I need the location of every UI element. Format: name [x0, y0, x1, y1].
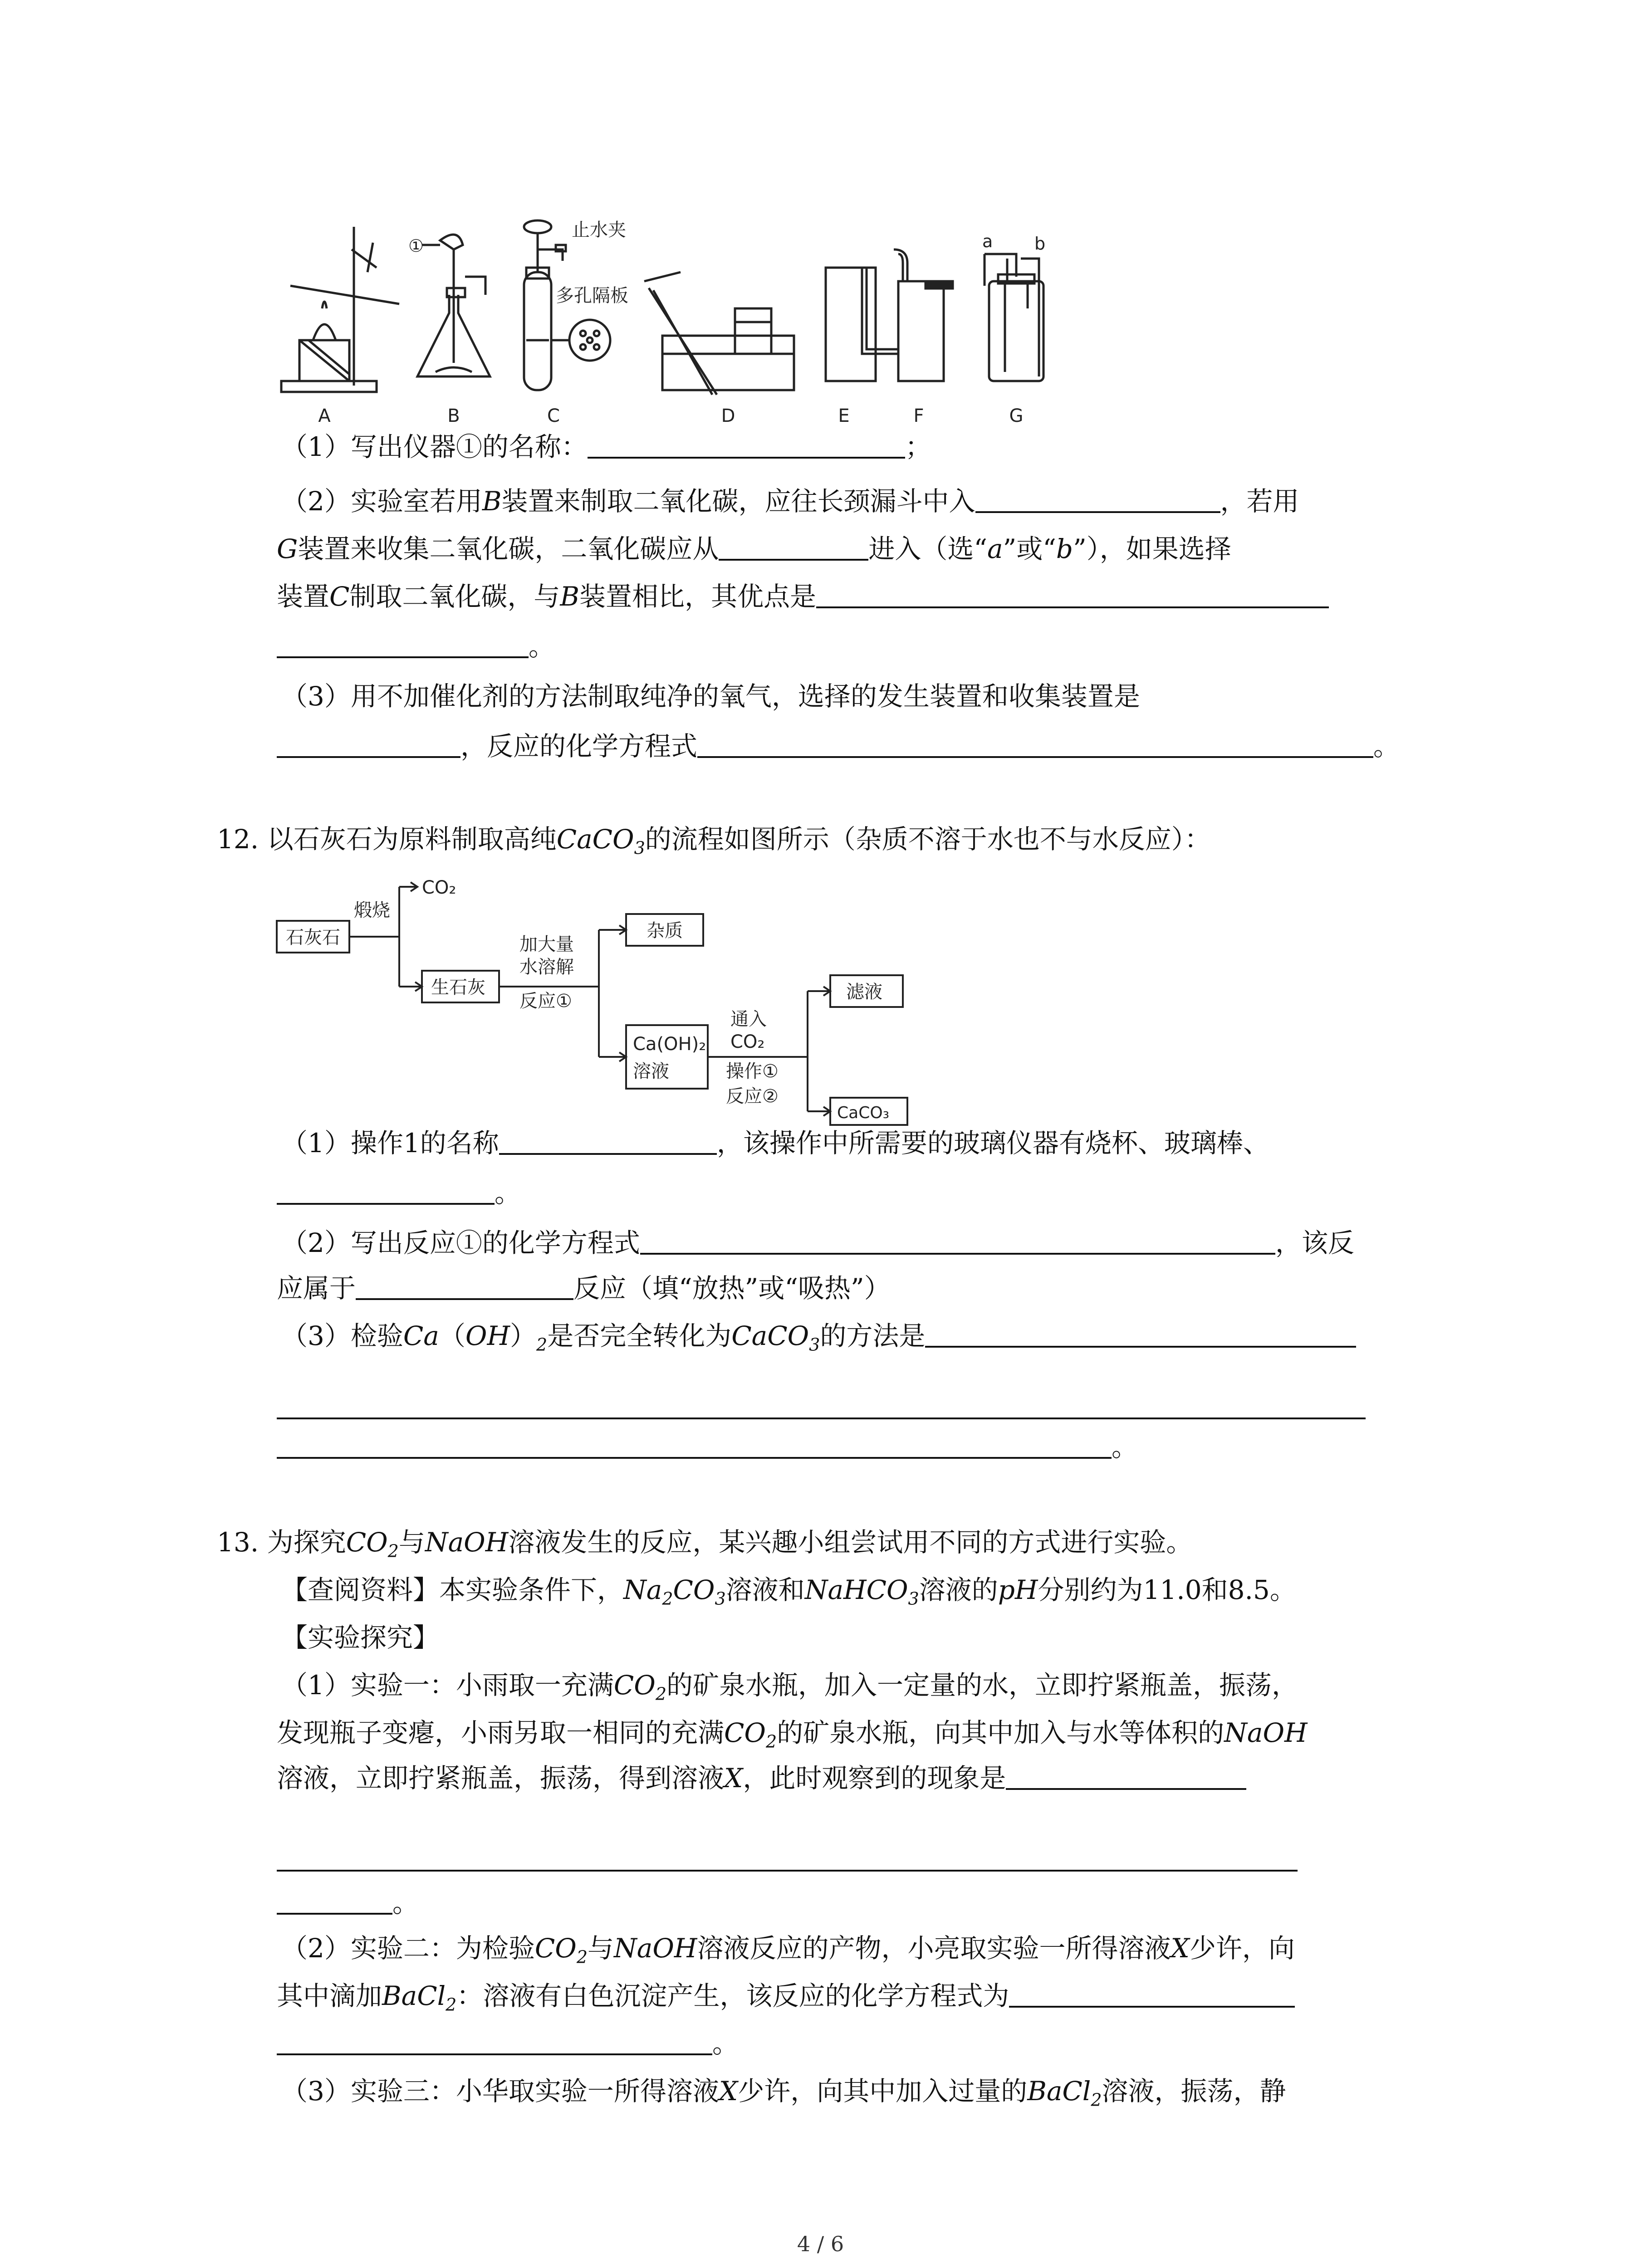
flow-reaction2-label: 反应② — [726, 1086, 779, 1107]
q13-exp1-line3 — [277, 1760, 1246, 1796]
text: ，若用 — [1220, 486, 1299, 517]
q11-blank-equation[interactable] — [697, 729, 1373, 758]
apparatus-clip-label: 止水夹 — [572, 220, 626, 240]
formula: NaHCO — [804, 1574, 908, 1605]
q11-blank-advantage[interactable] — [816, 579, 1329, 608]
apparatus-marker-1: ① — [408, 236, 424, 256]
text: ） — [510, 1320, 537, 1351]
q12-part1-line1 — [281, 1125, 1269, 1161]
q13-exp2-line2 — [277, 1978, 1295, 2014]
q11-part2-line1 — [281, 483, 1299, 519]
q12-part3-line3 — [277, 1429, 1138, 1465]
apparatus-a-drawing — [281, 227, 399, 392]
apparatus-f-drawing — [894, 249, 953, 381]
q11-part1-end: ； — [905, 431, 931, 462]
q13-stem — [217, 1524, 1192, 1560]
apparatus-port-a: a — [982, 231, 993, 251]
formula: BaCl — [382, 1980, 446, 2011]
apparatus-label-d: D — [721, 406, 735, 426]
text: 反应（填“放热”或“吸热”） — [573, 1273, 891, 1304]
flow-pass-label-2: CO₂ — [730, 1031, 765, 1052]
text: 进入（选“ — [868, 533, 988, 564]
text: ，该反 — [1275, 1227, 1354, 1258]
subscript: 2 — [536, 1334, 548, 1355]
subscript: 2 — [662, 1589, 673, 1609]
text: 【实验探究】 — [281, 1622, 440, 1653]
formula: CO — [613, 1670, 656, 1701]
formula: CO — [673, 1574, 715, 1605]
subscript: 2 — [655, 1684, 667, 1704]
text: （3）检验 — [281, 1320, 403, 1351]
text: 是否完全转化为 — [547, 1320, 732, 1351]
text: 应属于 — [277, 1273, 356, 1304]
q13-blank-observation[interactable] — [1006, 1761, 1246, 1790]
text: （ — [439, 1320, 465, 1351]
text: ，该操作中所需要的玻璃仪器有烧杯、玻璃棒、 — [716, 1128, 1269, 1158]
q13-blank-equation[interactable] — [1009, 1979, 1295, 2008]
text: 的矿泉水瓶，向其中加入与水等体积的 — [777, 1717, 1225, 1748]
text: 【查阅资料】本实验条件下， — [281, 1574, 624, 1605]
q11-part1 — [281, 429, 931, 465]
q12-part3-line1 — [281, 1318, 1356, 1354]
flow-caoh2-label-1: Ca(OH)₂ — [633, 1034, 706, 1055]
q12-part2-line1 — [281, 1225, 1354, 1261]
subscript: 2 — [446, 1994, 457, 2015]
q13-exp1-line1 — [281, 1667, 1298, 1703]
q11-part1-text: （1）写出仪器①的名称： — [281, 431, 588, 462]
formula: b — [1056, 533, 1073, 564]
formula: C — [329, 581, 350, 612]
text: 为探究 — [267, 1527, 346, 1558]
q12-part1-line2 — [277, 1175, 521, 1211]
flow-calcine-label: 煅烧 — [354, 900, 390, 921]
formula: a — [987, 533, 1003, 564]
text: ，反应的化学方程式 — [460, 731, 698, 762]
q11-part2-line3 — [277, 578, 1329, 615]
text: 。 — [392, 1887, 419, 1918]
formula: CaCO — [556, 824, 634, 855]
formula: B — [560, 581, 580, 612]
q12-blank-test-method[interactable] — [925, 1319, 1356, 1348]
subscript: 2 — [765, 1731, 777, 1752]
q12-stem — [217, 821, 1211, 857]
flow-quicklime-label: 生石灰 — [431, 977, 485, 998]
apparatus-label-c: C — [547, 406, 560, 426]
formula: NaOH — [614, 1933, 697, 1964]
apparatus-d-drawing — [644, 272, 794, 395]
formula: CaCO — [731, 1320, 809, 1351]
apparatus-g-drawing — [985, 254, 1043, 381]
text: 。 — [1112, 1432, 1138, 1462]
apparatus-label-g: G — [1009, 406, 1024, 426]
q13-exp1-answer-rule[interactable] — [277, 1870, 1298, 1872]
subscript: 3 — [634, 838, 645, 858]
q11-blank-inlet-port[interactable] — [719, 532, 868, 561]
question-number: 12. — [217, 824, 259, 855]
text: ：溶液有白色沉淀产生，该反应的化学方程式为 — [456, 1980, 1009, 2011]
flow-reaction1-label: 反应① — [519, 991, 572, 1012]
formula: NaOH — [1224, 1717, 1308, 1748]
apparatus-b-drawing — [417, 235, 490, 376]
formula: NaOH — [425, 1527, 509, 1558]
formula: CO — [346, 1527, 388, 1558]
text: 以石灰石为原料制取高纯 — [267, 824, 557, 855]
text: （3）用不加催化剂的方法制取纯净的氧气，选择的发生装置和收集装置是 — [281, 681, 1140, 712]
q11-part2-line2 — [277, 531, 1231, 567]
q12-part2-line2 — [277, 1270, 891, 1306]
q12-blank-equation[interactable] — [640, 1226, 1275, 1255]
q13-exp2-line1 — [281, 1930, 1295, 1966]
text: 溶液，振荡，静 — [1102, 2076, 1286, 2107]
text: 与 — [588, 1933, 614, 1964]
flow-water-label-1: 加大量 — [519, 934, 574, 955]
text: 装置来制取二氧化碳，应往长颈漏斗中入 — [501, 486, 975, 517]
text: （2）实验二：为检验 — [281, 1933, 535, 1964]
formula: CO — [534, 1933, 577, 1964]
text: 装置来收集二氧化碳，二氧化碳应从 — [298, 533, 719, 564]
flow-caco3-label: CaCO₃ — [837, 1104, 890, 1122]
text: 与 — [398, 1527, 425, 1558]
text: 的方法是 — [820, 1320, 926, 1351]
q11-part3-line1 — [281, 678, 1140, 714]
text: 装置相比，其优点是 — [579, 581, 817, 612]
text: 其中滴加 — [277, 1980, 382, 2011]
q13-exp1-line2 — [277, 1715, 1308, 1751]
text: （3）实验三：小华取实验一所得溶液 — [281, 2076, 719, 2107]
q11-part2-line4 — [277, 628, 555, 665]
text: （2）写出反应①的化学方程式 — [281, 1227, 640, 1258]
subscript: 2 — [576, 1947, 588, 1967]
q13-exp3-line1 — [281, 2073, 1286, 2109]
subscript: 3 — [715, 1589, 726, 1609]
limestone-flow-chart — [272, 875, 916, 1129]
q12-blank-operation-name[interactable] — [499, 1126, 717, 1155]
q11-blank-apparatus-choice[interactable] — [277, 729, 460, 758]
text: 溶液，立即拧紧瓶盖，振荡，得到溶液 — [277, 1763, 725, 1794]
text: ，此时观察到的现象是 — [743, 1763, 1006, 1794]
q13-explore-heading — [281, 1619, 439, 1656]
text: 制取二氧化碳，与 — [349, 581, 560, 612]
text: （1）操作1的名称 — [281, 1128, 499, 1158]
text: ”或“ — [1003, 533, 1056, 564]
flow-operation1-label: 操作① — [726, 1061, 779, 1082]
apparatus-plate-label: 多孔隔板 — [556, 285, 628, 306]
text: 分别约为11.0和8.5。 — [1038, 1574, 1296, 1605]
text: 溶液和 — [725, 1574, 805, 1605]
apparatus-label-a: A — [318, 406, 331, 426]
formula: Ca — [403, 1320, 439, 1351]
flow-pass-label-1: 通入 — [730, 1009, 767, 1030]
q13-reference-info — [281, 1572, 1296, 1608]
formula: X — [719, 2076, 738, 2107]
flow-impurity-label: 杂质 — [647, 920, 683, 941]
flow-water-label-2: 水溶解 — [519, 957, 574, 978]
q13-exp1-answer-rule-2[interactable] — [277, 1886, 392, 1915]
formula: B — [482, 486, 502, 517]
subscript: 3 — [809, 1334, 820, 1355]
apparatus-label-e: E — [838, 406, 850, 426]
q12-answer-rule-2[interactable] — [277, 1430, 1112, 1459]
text: 。 — [1373, 731, 1400, 762]
text: 。 — [495, 1178, 521, 1208]
text: 溶液的 — [919, 1574, 998, 1605]
formula: X — [724, 1763, 743, 1794]
text: （2）实验室若用 — [281, 486, 482, 517]
formula: X — [1171, 1933, 1190, 1964]
q12-blank-heat-type[interactable] — [356, 1271, 573, 1300]
flow-limestone-label: 石灰石 — [286, 927, 340, 948]
q11-blank-instrument-name[interactable] — [588, 430, 905, 459]
text: 装置 — [277, 581, 330, 612]
q11-blank-funnel-reagent[interactable] — [975, 484, 1220, 513]
formula: OH — [465, 1320, 510, 1351]
formula: G — [277, 533, 298, 564]
question-number: 13. — [217, 1527, 259, 1558]
apparatus-e-drawing — [826, 268, 898, 381]
text: （1）实验一：小雨取一充满 — [281, 1670, 614, 1701]
subscript: 2 — [1091, 2090, 1102, 2110]
apparatus-port-b: b — [1034, 234, 1046, 254]
text: 少许，向 — [1189, 1933, 1295, 1964]
q11-part3-line2 — [277, 728, 1400, 764]
text: 溶液反应的产物，小亮取实验一所得溶液 — [697, 1933, 1171, 1964]
q13-exp1-line5 — [277, 1885, 419, 1921]
q13-exp2-line3 — [277, 2025, 739, 2062]
flow-filtrate-label: 滤液 — [846, 982, 882, 1002]
flow-caoh2-label-2: 溶液 — [633, 1061, 669, 1082]
apparatus-label-f: F — [913, 406, 924, 426]
text: 。 — [529, 631, 555, 662]
text: 溶液发生的反应，某兴趣小组尝试用不同的方式进行实验。 — [508, 1527, 1193, 1558]
formula: CO — [724, 1717, 766, 1748]
text: 发现瓶子变瘪，小雨另取一相同的充满 — [277, 1717, 725, 1748]
formula: BaCl — [1027, 2076, 1091, 2107]
text: 少许，向其中加入过量的 — [738, 2076, 1028, 2107]
text: 。 — [712, 2028, 739, 2059]
formula: Na — [623, 1574, 662, 1605]
flow-co2-label: CO₂ — [422, 877, 456, 898]
q11-blank-advantage-cont[interactable] — [277, 629, 529, 658]
page-number: 4 / 6 — [797, 2232, 844, 2256]
text: 的矿泉水瓶，加入一定量的水，立即拧紧瓶盖，振荡， — [666, 1670, 1298, 1701]
text: 的流程如图所示（杂质不溶于水也不与水反应）： — [645, 824, 1211, 855]
subscript: 2 — [387, 1541, 399, 1561]
text: ”），如果选择 — [1073, 533, 1231, 564]
subscript: 3 — [908, 1589, 919, 1609]
q12-blank-glassware[interactable] — [277, 1176, 495, 1205]
apparatus-figure — [272, 218, 1046, 431]
q13-blank-equation-cont[interactable] — [277, 2026, 712, 2055]
q12-answer-rule-1[interactable] — [277, 1418, 1366, 1419]
formula: pH — [998, 1574, 1038, 1605]
apparatus-label-b: B — [447, 406, 460, 426]
